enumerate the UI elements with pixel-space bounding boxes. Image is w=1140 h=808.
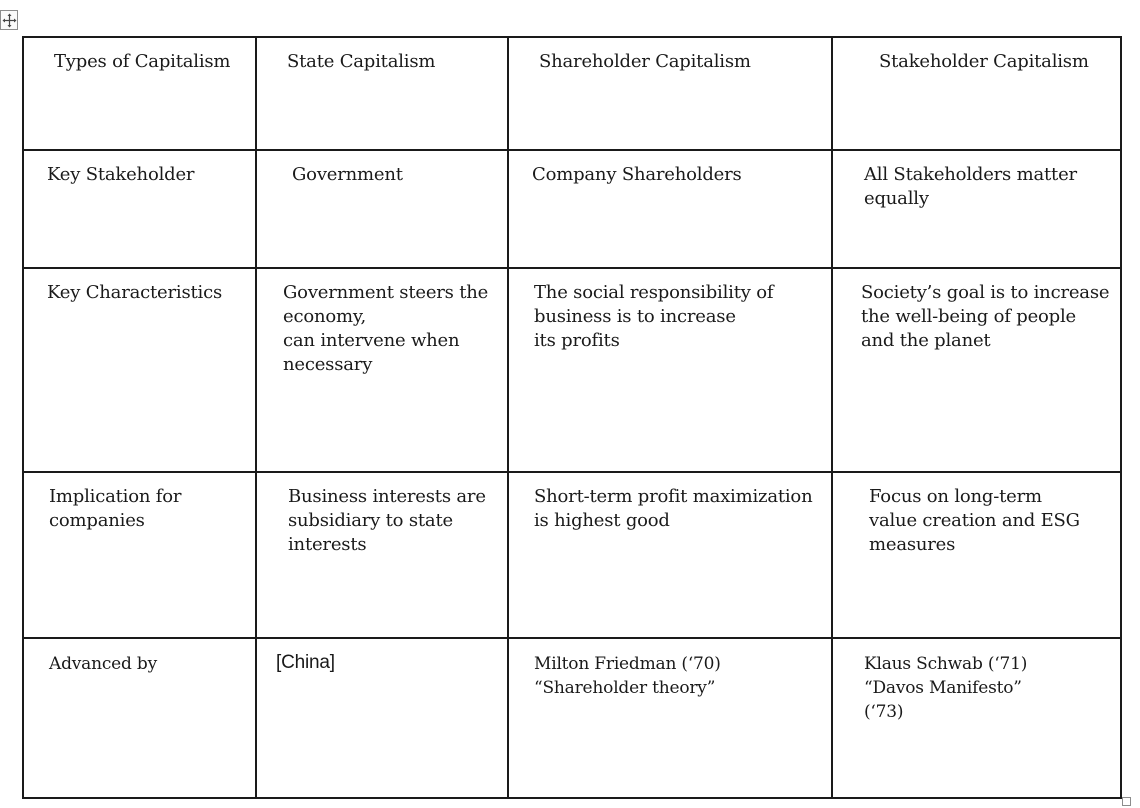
- table-cell[interactable]: [23, 268, 256, 472]
- capitalism-comparison-table: [22, 36, 1122, 799]
- table-cell[interactable]: [832, 638, 1121, 798]
- table-cell[interactable]: [508, 150, 832, 268]
- table-cell[interactable]: [832, 150, 1121, 268]
- table-row-advanced-by: [23, 638, 1121, 798]
- table-cell[interactable]: [256, 472, 508, 638]
- table-cell[interactable]: [23, 150, 256, 268]
- table-row-key-stakeholder: [23, 150, 1121, 268]
- table-cell[interactable]: [23, 472, 256, 638]
- table-cell[interactable]: [508, 472, 832, 638]
- cell-text-types-of-capitalism: Types of Capitalism: [54, 51, 231, 72]
- table-row-header: [23, 37, 1121, 150]
- cell-text-advanced-by-label: Advanced by: [49, 654, 158, 674]
- cell-text-key-stakeholder-label: Key Stakeholder: [47, 164, 195, 185]
- cell-text-all-stakeholders: All Stakeholders matter equally: [864, 164, 1077, 209]
- cell-text-state-characteristics: Government steers the economy, can intervene when necessary: [283, 282, 489, 375]
- cell-text-government: Government: [292, 164, 403, 185]
- cell-text-shareholder-implication: Short-term profit maximization is highest good: [534, 486, 813, 531]
- cell-text-company-shareholders: Company Shareholders: [532, 164, 742, 185]
- table-cell[interactable]: [832, 472, 1121, 638]
- cell-text-implication-label: Implication for companies: [49, 486, 182, 531]
- cell-text-shareholder-characteristics: The social responsibility of business is to increase its profits: [534, 282, 774, 351]
- table-cell[interactable]: [832, 268, 1121, 472]
- table-cell[interactable]: [23, 638, 256, 798]
- cell-text-key-characteristics-label: Key Characteristics: [47, 282, 223, 303]
- table-row-key-characteristics: [23, 268, 1121, 472]
- cell-text-milton-friedman: Milton Friedman (‘70) “Shareholder theory”: [534, 654, 721, 698]
- table-resize-handle-icon[interactable]: [1122, 797, 1131, 806]
- table-cell[interactable]: [832, 37, 1121, 150]
- table-cell[interactable]: [508, 638, 832, 798]
- cell-text-stakeholder-characteristics: Society’s goal is to increase the well-being of people and the planet: [861, 282, 1110, 351]
- table-cell[interactable]: [256, 638, 508, 798]
- cell-text-shareholder-capitalism: Shareholder Capitalism: [539, 51, 751, 72]
- table-cell[interactable]: [508, 268, 832, 472]
- table-cell[interactable]: [256, 37, 508, 150]
- table-move-handle-icon[interactable]: [0, 10, 18, 30]
- table-cell[interactable]: [508, 37, 832, 150]
- table-cell[interactable]: [23, 37, 256, 150]
- cell-text-stakeholder-implication: Focus on long-term value creation and ESG measures: [869, 486, 1080, 555]
- cell-text-state-implication: Business interests are subsidiary to state interests: [288, 486, 486, 555]
- table-cell[interactable]: [256, 150, 508, 268]
- cell-text-state-capitalism: State Capitalism: [287, 51, 436, 72]
- cell-text-klaus-schwab: Klaus Schwab (‘71) “Davos Manifesto” (‘73): [864, 654, 1028, 722]
- table-cell[interactable]: [256, 268, 508, 472]
- cell-text-stakeholder-capitalism: Stakeholder Capitalism: [879, 51, 1089, 72]
- cell-text-china: [China]: [276, 652, 335, 673]
- table-row-implication: [23, 472, 1121, 638]
